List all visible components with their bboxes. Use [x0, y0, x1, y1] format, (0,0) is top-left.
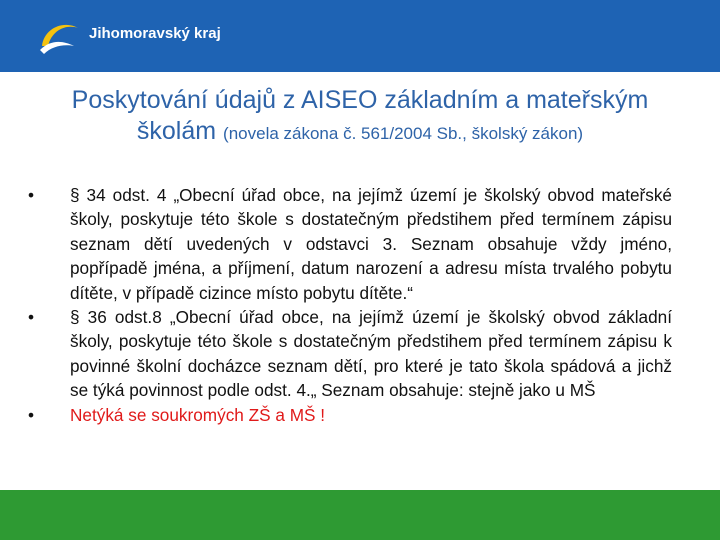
bullet-dot: •: [28, 185, 35, 205]
brand-name: Jihomoravský kraj: [89, 25, 221, 42]
bullet-text: Netýká se soukromých ZŠ a MŠ !: [70, 404, 326, 425]
bullet-text: § 36 odst.8 „Obecní úřad obce, na jejímž území je školský obvod základní školy, poskytuje této škole s dostatečným předstihem před termínem zápisu k povinné školní docházce seznam dětí, pro které je tato škola spádová a jichž se týká povinnost podle odst. 4.„ Seznam obsahuje: stejně jako u MŠ: [70, 307, 672, 401]
bullet-dot: •: [28, 307, 35, 328]
bullet-item-highlight: [28, 403, 672, 427]
jihomoravsky-kraj-logo-icon: [38, 16, 82, 56]
bullet-list: [28, 183, 672, 427]
bullet-item: [28, 183, 672, 305]
slide-title: [30, 85, 690, 149]
slide-title-main: Poskytování údajů z AISEO základním a mateřským školám: [71, 86, 649, 145]
slide-title-note: (novela zákona č. 561/2004 Sb., školský zákon): [223, 124, 584, 143]
bullet-text: § 34 odst. 4 „Obecní úřad obce, na jejímž území je školský obvod mateřské školy, poskytuje této škole s dostatečným předstihem před termínem zápisu seznam dětí uvedených v odstavci 3. Seznam obsahuje vždy jméno, popřípadě jména, a příjmení, datum narození a adresu místa trvalého pobytu dítěte, v případě cizince místo pobytu dítěte.“: [70, 185, 672, 303]
bullet-item: [28, 305, 672, 403]
bullet-dot: •: [28, 404, 35, 425]
